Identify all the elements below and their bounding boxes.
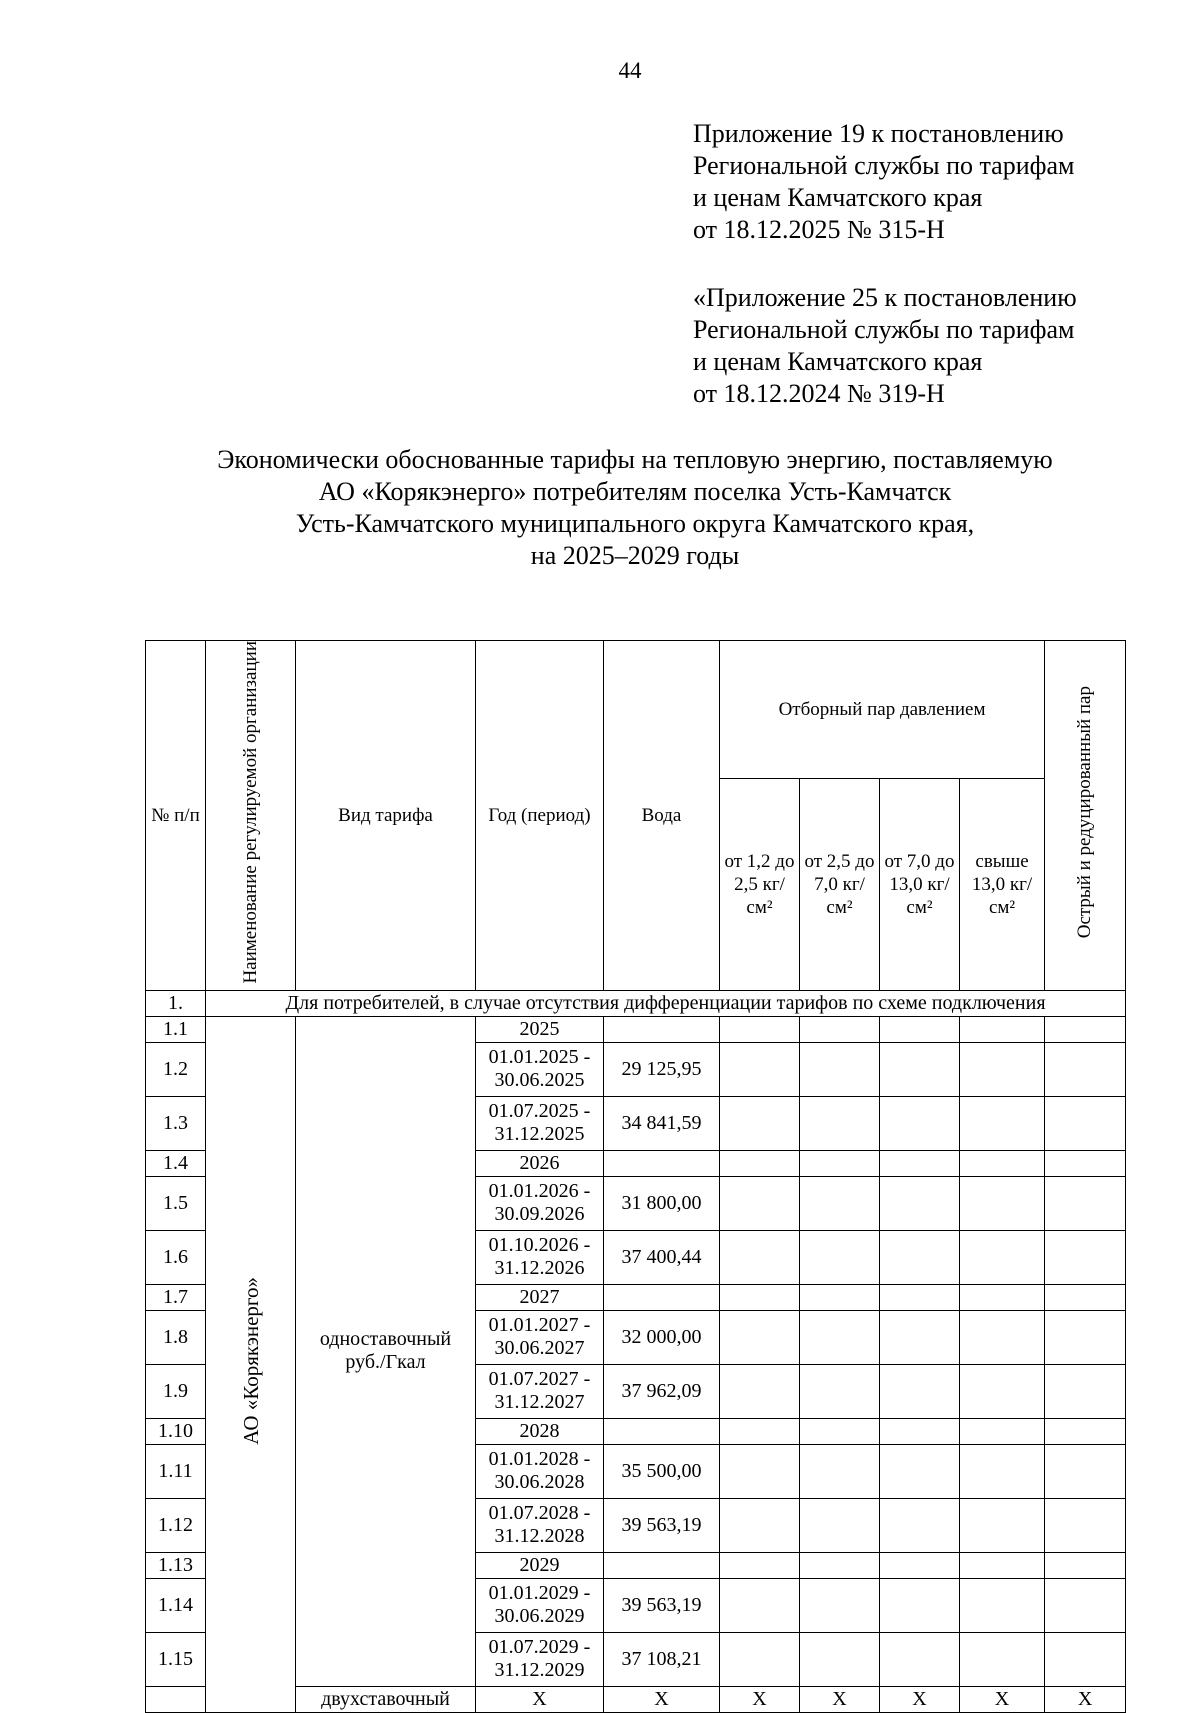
empty-cell	[720, 1418, 800, 1444]
two-rate-value: Х	[880, 1686, 960, 1712]
empty-cell	[720, 1016, 800, 1042]
empty-cell	[720, 1552, 800, 1578]
section-row	[146, 990, 1126, 1016]
row-num	[146, 1686, 206, 1712]
row-num: 1.11	[146, 1444, 206, 1498]
empty-cell	[960, 1176, 1045, 1230]
appendix-line: Приложение 19 к постановлению	[693, 119, 1064, 148]
tariff-table	[145, 640, 1126, 1713]
row-num: 1.7	[146, 1284, 206, 1310]
empty-cell	[880, 1444, 960, 1498]
appendix-line: и ценам Камчатского края	[693, 347, 983, 376]
empty-cell	[960, 1552, 1045, 1578]
row-water-value: 29 125,95	[604, 1042, 720, 1096]
appendix-line: «Приложение 25 к постановлению	[693, 283, 1077, 312]
page-number: 44	[618, 58, 642, 83]
appendix-current	[693, 118, 1074, 246]
row-water-value: 39 563,19	[604, 1498, 720, 1552]
row-period: 01.01.2025 - 30.06.2025	[476, 1042, 604, 1096]
appendix-line: и ценам Камчатского края	[693, 183, 983, 212]
header-num: № п/п	[146, 641, 206, 991]
empty-cell	[800, 1230, 880, 1284]
two-rate-value: Х	[604, 1686, 720, 1712]
empty-cell	[1045, 1418, 1126, 1444]
row-water-value: 37 400,44	[604, 1230, 720, 1284]
empty-cell	[1045, 1042, 1126, 1096]
row-water-value	[604, 1150, 720, 1176]
title-line: АО «Корякэнерго» потребителям поселка Усть-Камчатск	[318, 477, 952, 506]
empty-cell	[800, 1498, 880, 1552]
two-rate-tariff: двухставочный	[296, 1686, 476, 1712]
row-water-value: 31 800,00	[604, 1176, 720, 1230]
empty-cell	[800, 1310, 880, 1364]
two-rate-value: Х	[476, 1686, 604, 1712]
title-line: Усть-Камчатского муниципального округа Камчатского края,	[295, 509, 975, 538]
row-water-value	[604, 1418, 720, 1444]
empty-cell	[800, 1444, 880, 1498]
empty-cell	[960, 1096, 1045, 1150]
header-steam-1: от 1,2 до 2,5 кг/см²	[720, 779, 800, 990]
empty-cell	[800, 1042, 880, 1096]
row-period: 01.01.2029 - 30.06.2029	[476, 1578, 604, 1632]
empty-cell	[1045, 1284, 1126, 1310]
row-water-value	[604, 1016, 720, 1042]
row-num: 1.8	[146, 1310, 206, 1364]
empty-cell	[720, 1498, 800, 1552]
row-num: 1.9	[146, 1364, 206, 1418]
empty-cell	[1045, 1498, 1126, 1552]
empty-cell	[880, 1364, 960, 1418]
row-water-value	[604, 1284, 720, 1310]
empty-cell	[1045, 1016, 1126, 1042]
empty-cell	[1045, 1096, 1126, 1150]
row-num: 1.6	[146, 1230, 206, 1284]
row-period: 2025	[476, 1016, 604, 1042]
row-period: 2027	[476, 1284, 604, 1310]
empty-cell	[720, 1176, 800, 1230]
empty-cell	[800, 1016, 880, 1042]
row-num: 1.10	[146, 1418, 206, 1444]
row-period: 01.01.2026 - 30.09.2026	[476, 1176, 604, 1230]
empty-cell	[880, 1552, 960, 1578]
title-line: Экономически обоснованные тарифы на тепловую энергию, поставляемую	[217, 445, 1053, 474]
row-period: 01.10.2026 - 31.12.2026	[476, 1230, 604, 1284]
row-num: 1.2	[146, 1042, 206, 1096]
header-steam-3: от 7,0 до 13,0 кг/см²	[880, 779, 960, 990]
two-rate-value: Х	[720, 1686, 800, 1712]
empty-cell	[960, 1042, 1045, 1096]
empty-cell	[1045, 1310, 1126, 1364]
row-period: 01.07.2025 - 31.12.2025	[476, 1096, 604, 1150]
empty-cell	[720, 1632, 800, 1686]
row-num: 1.5	[146, 1176, 206, 1230]
table-row	[146, 1016, 1126, 1042]
empty-cell	[800, 1418, 880, 1444]
single-rate-tariff: одноставочный руб./Гкал	[296, 1016, 476, 1686]
row-period: 2028	[476, 1418, 604, 1444]
empty-cell	[880, 1042, 960, 1096]
empty-cell	[880, 1150, 960, 1176]
row-period: 01.07.2028 - 31.12.2028	[476, 1498, 604, 1552]
header-steam-2: от 2,5 до 7,0 кг/см²	[800, 779, 880, 990]
organization-cell	[206, 1016, 296, 1712]
row-water-value	[604, 1552, 720, 1578]
row-num: 1.15	[146, 1632, 206, 1686]
empty-cell	[800, 1632, 880, 1686]
empty-cell	[800, 1578, 880, 1632]
empty-cell	[1045, 1578, 1126, 1632]
empty-cell	[720, 1230, 800, 1284]
row-water-value: 39 563,19	[604, 1578, 720, 1632]
organization-name: АО «Корякэнерго»	[238, 1277, 263, 1445]
header-year: Год (период)	[476, 641, 604, 991]
empty-cell	[960, 1632, 1045, 1686]
empty-cell	[720, 1150, 800, 1176]
appendix-previous	[693, 282, 1077, 410]
header-organization-text: Наименование регулируемой организации	[239, 641, 261, 984]
row-num: 1.12	[146, 1498, 206, 1552]
empty-cell	[960, 1578, 1045, 1632]
empty-cell	[720, 1042, 800, 1096]
empty-cell	[880, 1230, 960, 1284]
two-rate-value: Х	[1045, 1686, 1126, 1712]
empty-cell	[1045, 1364, 1126, 1418]
two-rate-value: Х	[960, 1686, 1045, 1712]
row-period: 01.07.2027 - 31.12.2027	[476, 1364, 604, 1418]
empty-cell	[880, 1632, 960, 1686]
row-period: 01.07.2029 - 31.12.2029	[476, 1632, 604, 1686]
section-num: 1.	[146, 990, 206, 1016]
empty-cell	[960, 1444, 1045, 1498]
section-label: Для потребителей, в случае отсутствия дифференциации тарифов по схеме подключения	[206, 990, 1126, 1016]
header-steam-4: свыше 13,0 кг/см²	[960, 779, 1045, 990]
empty-cell	[720, 1310, 800, 1364]
empty-cell	[720, 1364, 800, 1418]
empty-cell	[880, 1310, 960, 1364]
empty-cell	[800, 1150, 880, 1176]
empty-cell	[960, 1498, 1045, 1552]
empty-cell	[720, 1578, 800, 1632]
empty-cell	[1045, 1632, 1126, 1686]
row-num: 1.14	[146, 1578, 206, 1632]
empty-cell	[800, 1284, 880, 1310]
header-sharp-steam	[1045, 641, 1126, 991]
empty-cell	[720, 1444, 800, 1498]
empty-cell	[1045, 1444, 1126, 1498]
row-num: 1.13	[146, 1552, 206, 1578]
empty-cell	[720, 1284, 800, 1310]
empty-cell	[800, 1364, 880, 1418]
row-period: 01.01.2027 - 30.06.2027	[476, 1310, 604, 1364]
row-period: 2029	[476, 1552, 604, 1578]
row-water-value: 35 500,00	[604, 1444, 720, 1498]
header-tariff-type: Вид тарифа	[296, 641, 476, 991]
title-line: на 2025–2029 годы	[530, 541, 740, 570]
empty-cell	[800, 1552, 880, 1578]
empty-cell	[1045, 1230, 1126, 1284]
document-title	[0, 444, 1200, 572]
empty-cell	[800, 1176, 880, 1230]
empty-cell	[960, 1418, 1045, 1444]
empty-cell	[960, 1016, 1045, 1042]
appendix-line: Региональной службы по тарифам	[693, 315, 1075, 344]
empty-cell	[960, 1150, 1045, 1176]
header-sharp-steam-text: Острый и редуцированный пар	[1074, 686, 1096, 939]
empty-cell	[1045, 1552, 1126, 1578]
row-period: 2026	[476, 1150, 604, 1176]
empty-cell	[960, 1364, 1045, 1418]
empty-cell	[960, 1230, 1045, 1284]
header-water: Вода	[604, 641, 720, 991]
empty-cell	[880, 1016, 960, 1042]
empty-cell	[1045, 1176, 1126, 1230]
empty-cell	[800, 1096, 880, 1150]
empty-cell	[880, 1498, 960, 1552]
appendix-line: Региональной службы по тарифам	[693, 151, 1075, 180]
row-num: 1.1	[146, 1016, 206, 1042]
row-water-value: 34 841,59	[604, 1096, 720, 1150]
header-steam-group: Отборный пар давлением	[720, 641, 1045, 779]
appendix-line: от 18.12.2025 № 315-Н	[693, 215, 945, 244]
empty-cell	[720, 1096, 800, 1150]
empty-cell	[1045, 1150, 1126, 1176]
row-water-value: 32 000,00	[604, 1310, 720, 1364]
empty-cell	[960, 1284, 1045, 1310]
row-period: 01.01.2028 - 30.06.2028	[476, 1444, 604, 1498]
row-num: 1.3	[146, 1096, 206, 1150]
header-organization	[206, 641, 296, 991]
empty-cell	[880, 1284, 960, 1310]
empty-cell	[960, 1310, 1045, 1364]
two-rate-value: Х	[800, 1686, 880, 1712]
empty-cell	[880, 1578, 960, 1632]
appendix-line: от 18.12.2024 № 319-Н	[693, 379, 945, 408]
empty-cell	[880, 1096, 960, 1150]
row-num: 1.4	[146, 1150, 206, 1176]
row-water-value: 37 108,21	[604, 1632, 720, 1686]
row-water-value: 37 962,09	[604, 1364, 720, 1418]
empty-cell	[880, 1418, 960, 1444]
empty-cell	[880, 1176, 960, 1230]
